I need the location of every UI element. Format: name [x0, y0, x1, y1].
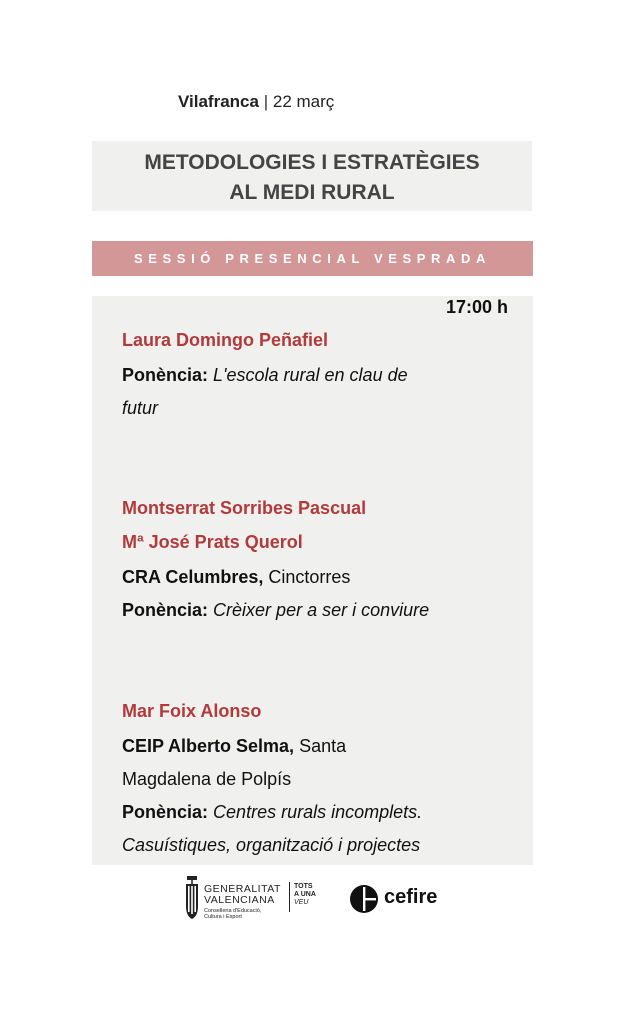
- talk-title: L'escola rural en clau de: [213, 365, 408, 385]
- start-time: 17:00 h: [445, 297, 508, 317]
- logo-divider: [289, 882, 290, 912]
- date: 22 març: [272, 92, 335, 111]
- center-location: Santa: [299, 736, 347, 756]
- center-line: [122, 734, 346, 758]
- talk-title-continued: Casuístiques, organització i projectes: [122, 835, 421, 855]
- cefire-logo-icon: [349, 884, 379, 914]
- event-location-date: [178, 92, 334, 112]
- talk-line: [122, 598, 429, 622]
- center-line: [122, 565, 350, 589]
- speaker-name: Mar Foix Alonso: [122, 701, 262, 721]
- generalitat-logo-text: GENERALITAT VALENCIANA Conselleria d'Educació, Cultura i Esport: [204, 883, 281, 920]
- cefire-logo-text: cefire: [384, 886, 438, 908]
- schedule-panel: [92, 296, 533, 865]
- talk-label: Ponència:: [122, 600, 209, 620]
- talk-label: Ponència:: [122, 365, 209, 385]
- session-label: SESSIÓ PRESENCIAL VESPRADA: [92, 241, 533, 276]
- location: Vilafranca: [178, 92, 259, 111]
- center-location: Cinctorres: [268, 567, 351, 587]
- talk-line: [122, 800, 422, 824]
- talk-title: Crèixer per a ser i conviure: [213, 600, 430, 620]
- generalitat-shield-icon: [184, 874, 200, 920]
- center-location-continued: Magdalena de Polpís: [122, 769, 292, 789]
- talk-label: Ponència:: [122, 802, 209, 822]
- footer-logos: [180, 872, 480, 928]
- tots-a-una-veu-logo: TOTS A UNA VEU: [294, 883, 316, 906]
- speaker-name: Mª José Prats Querol: [122, 532, 303, 552]
- title-line-2: AL MEDI RURAL: [229, 181, 395, 204]
- title-line-1: METODOLOGIES I ESTRATÈGIES: [144, 151, 480, 174]
- event-title: [92, 141, 532, 211]
- talk-line: [122, 363, 408, 387]
- speaker-name: Montserrat Sorribes Pascual: [122, 498, 367, 518]
- center-name: CRA Celumbres,: [122, 567, 264, 587]
- center-name: CEIP Alberto Selma,: [122, 736, 295, 756]
- talk-title-continued: futur: [122, 398, 159, 418]
- separator: |: [263, 92, 269, 111]
- speaker-name: Laura Domingo Peñafiel: [122, 330, 329, 350]
- talk-title: Centres rurals incomplets.: [213, 802, 423, 822]
